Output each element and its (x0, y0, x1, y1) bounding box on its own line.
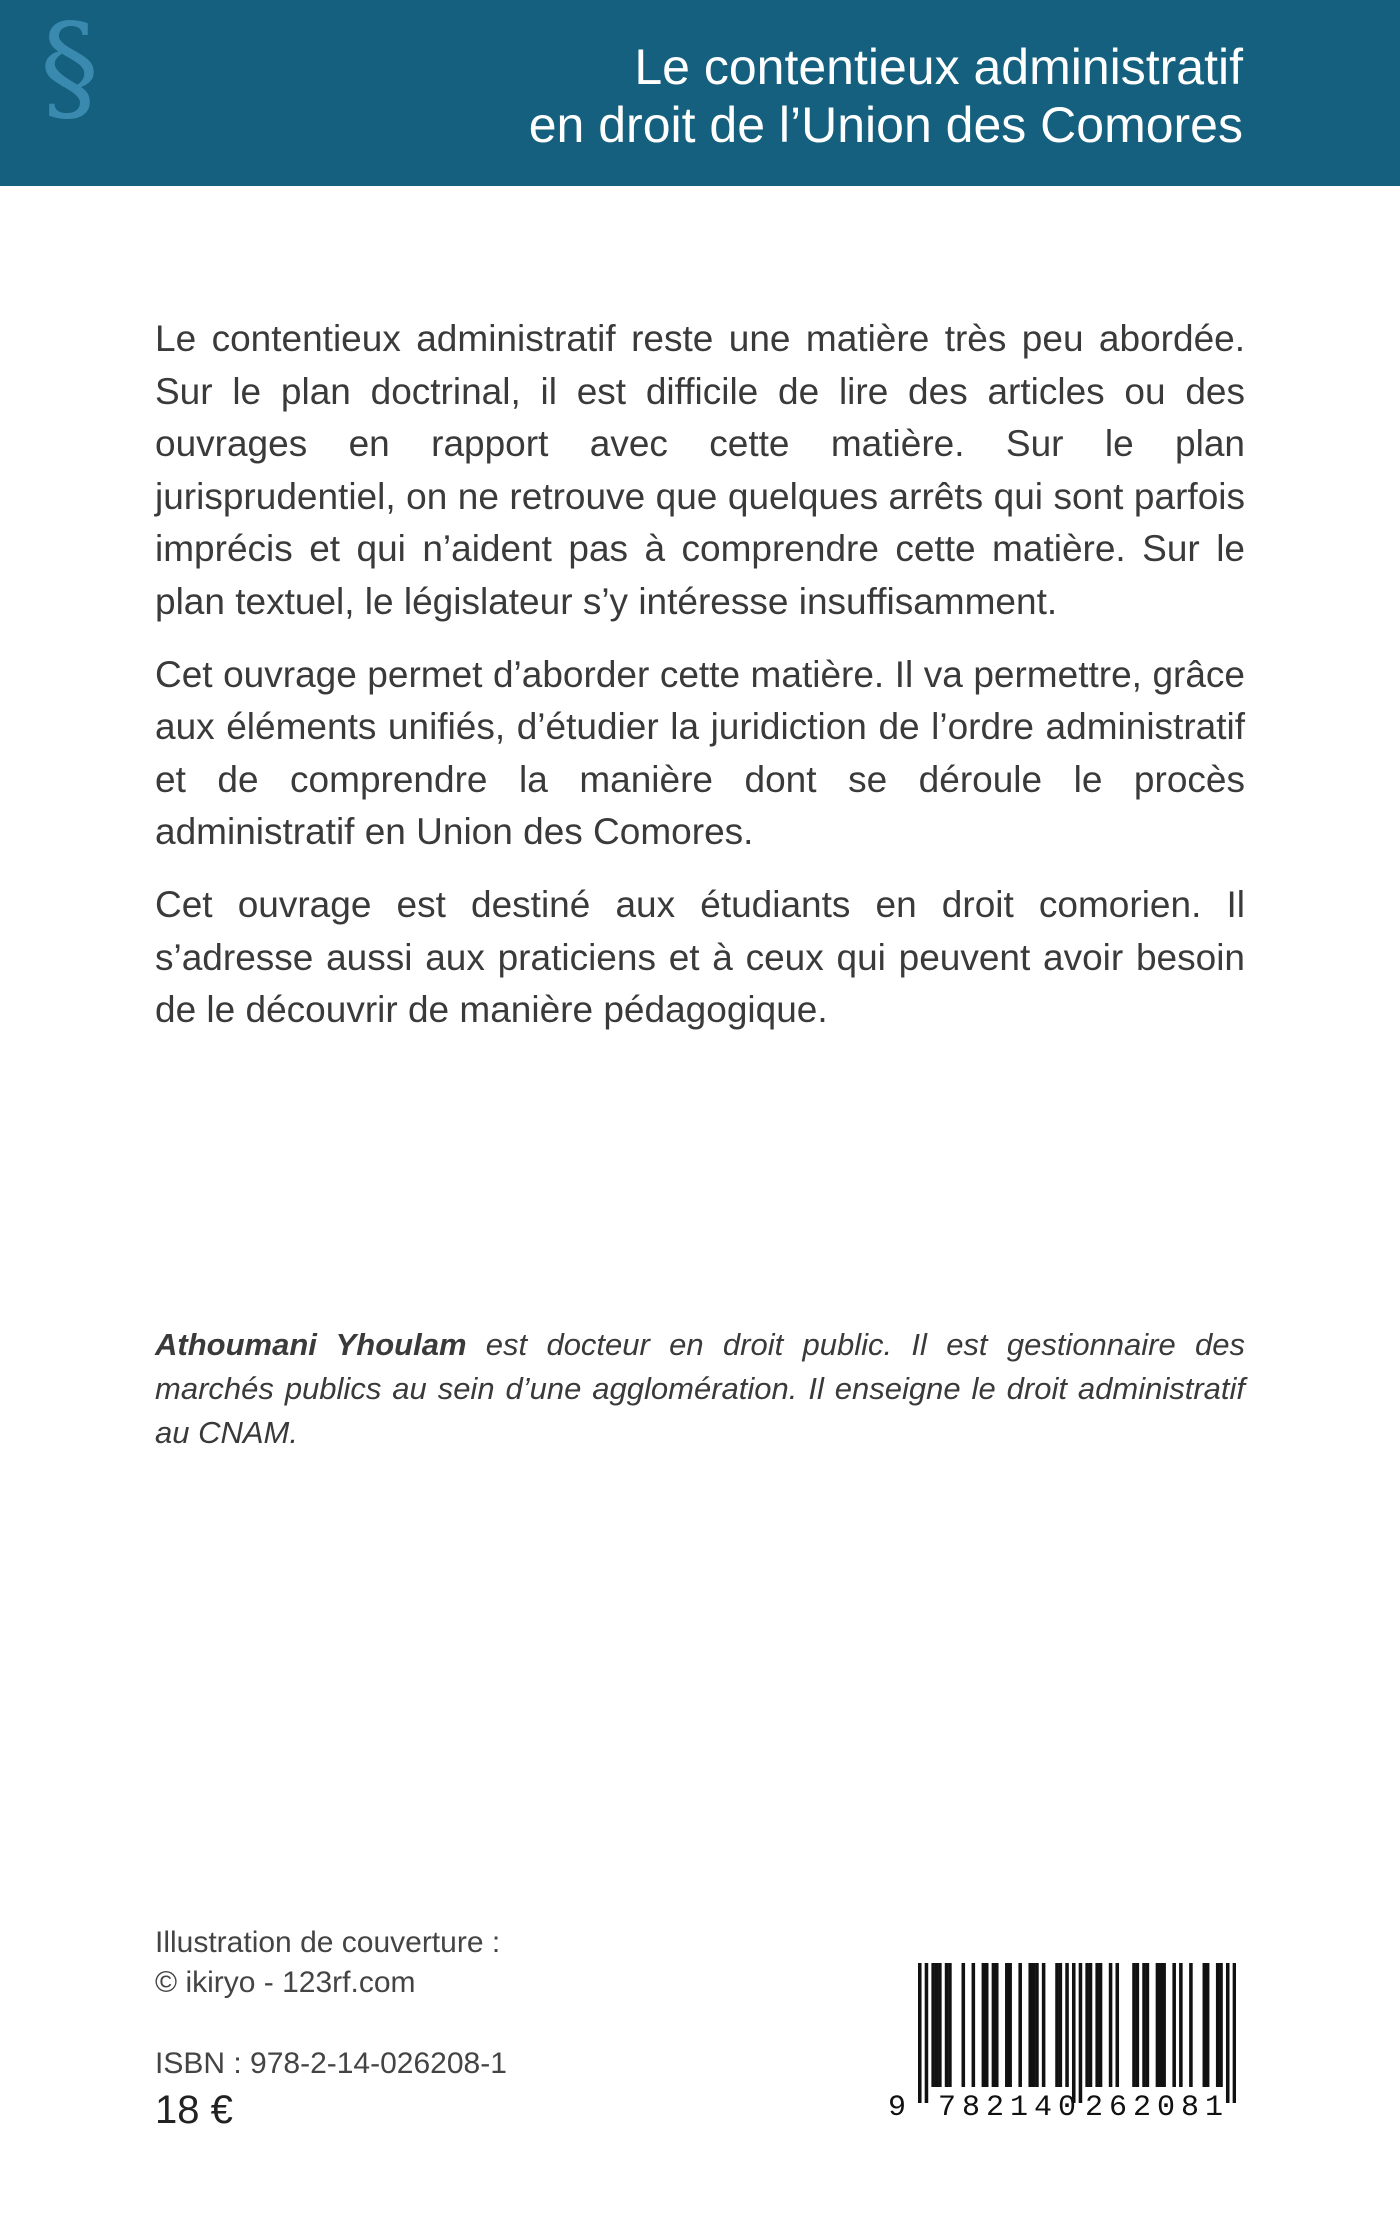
barcode-bar (1206, 1963, 1210, 2087)
barcode-bar (1065, 1963, 1069, 2087)
barcode-bar (1005, 1963, 1009, 2087)
barcode-bar (1089, 1963, 1093, 2087)
barcode-bar (1059, 1963, 1063, 2087)
barcode-bar (1159, 1963, 1163, 2087)
barcode-bar (1028, 1963, 1032, 2087)
barcode-bar (1162, 1963, 1166, 2087)
barcode-bar (1032, 1963, 1036, 2087)
barcode-bar (972, 1963, 976, 2087)
barcode (880, 1963, 1238, 2131)
barcode-bar (962, 1963, 966, 2087)
barcode-bar (1095, 1963, 1099, 2087)
barcode-bar (1219, 1963, 1223, 2087)
barcode-bar (1085, 1963, 1089, 2087)
book-title (529, 38, 1243, 154)
barcode-bar (945, 1963, 949, 2087)
barcode-bar (1136, 1963, 1140, 2087)
barcode-first-digit: 9 (888, 2091, 907, 2125)
barcode-bar (1072, 1963, 1076, 2103)
isbn: ISBN : 978-2-14-026208-1 (155, 2047, 507, 2080)
barcode-bar (925, 1963, 929, 2103)
barcode-bar (1156, 1963, 1160, 2087)
barcode-bar (935, 1963, 939, 2087)
barcode-bar (1035, 1963, 1039, 2087)
barcode-left-digits: 782140 (938, 2091, 1083, 2125)
barcode-bar (1216, 1963, 1220, 2087)
barcode-bar (1226, 1963, 1230, 2103)
barcode-bar (992, 1963, 996, 2087)
barcode-bar (1146, 1963, 1150, 2087)
author-bio-text: est docteur en droit public. Il est gestionnaire des marchés publics au sein d’une agglomération. Il enseigne le droit administratif au CNAM. (155, 1327, 1245, 1450)
barcode-bar (1132, 1963, 1136, 2087)
book-title-line2: en droit de l’Union des Comores (528, 97, 1243, 153)
price: 18 € (155, 2088, 233, 2132)
barcode-bar (1179, 1963, 1183, 2087)
barcode-bar (1018, 1963, 1022, 2087)
barcode-bar (985, 1963, 989, 2087)
book-title-line1: Le contentieux administratif (634, 39, 1243, 95)
blurb-paragraph: Cet ouvrage est destiné aux étudiants en droit comorien. Il s’adresse aussi aux praticiens et à ceux qui peuvent avoir besoin de le découvrir de manière pédagogique. (155, 883, 1245, 1031)
blurb-paragraph: Le contentieux administratif reste une matière très peu abordée. Sur le plan doctrinal, il est difficile de lire des articles ou des ouvrages en rapport avec cette matière. Sur le plan jurisprudentiel, on ne retrouve que quelques arrêts qui sont parfois imprécis et qui n’aident pas à comprendre cette matière. Sur le plan textuel, le législateur s’y intéresse insuffisamment. (155, 318, 1245, 622)
barcode-bar (1008, 1963, 1012, 2087)
blurb-paragraph: Cet ouvrage permet d’aborder cette matière. Il va permettre, grâce aux éléments unifiés, d’étudier la juridiction de l’ordre administratif et de comprendre la manière dont se déroule le procès administratif en Union des Comores. (155, 653, 1245, 853)
author-name: Athoumani Yhoulam (155, 1327, 467, 1362)
book-blurb (155, 313, 1245, 1057)
barcode-bar (938, 1963, 942, 2087)
barcode-bar (1109, 1963, 1113, 2087)
section-sign-icon: § (40, 0, 99, 136)
barcode-bar (1099, 1963, 1103, 2087)
barcode-right-digits: 262081 (1085, 2091, 1230, 2125)
barcode-bar (918, 1963, 922, 2103)
barcode-bar (1233, 1963, 1236, 2103)
barcode-bar (995, 1963, 999, 2087)
barcode-bar (1203, 1963, 1207, 2087)
credit-label: Illustration de couverture : (155, 1926, 501, 1959)
barcode-bar (1172, 1963, 1176, 2087)
barcode-bar (1055, 1963, 1059, 2087)
author-bio (155, 1323, 1245, 1455)
cover-credit (155, 1923, 500, 2003)
barcode-bar (1189, 1963, 1193, 2087)
barcode-bar (1079, 1963, 1083, 2103)
barcode-bar (931, 1963, 935, 2087)
credit-source: © ikiryo - 123rf.com (155, 1966, 416, 1999)
barcode-bar (1115, 1963, 1119, 2087)
header-band (0, 0, 1400, 186)
barcode-bar (1042, 1963, 1046, 2087)
barcode-bar (1142, 1963, 1146, 2087)
barcode-bar (982, 1963, 986, 2087)
barcode-bar (948, 1963, 952, 2087)
